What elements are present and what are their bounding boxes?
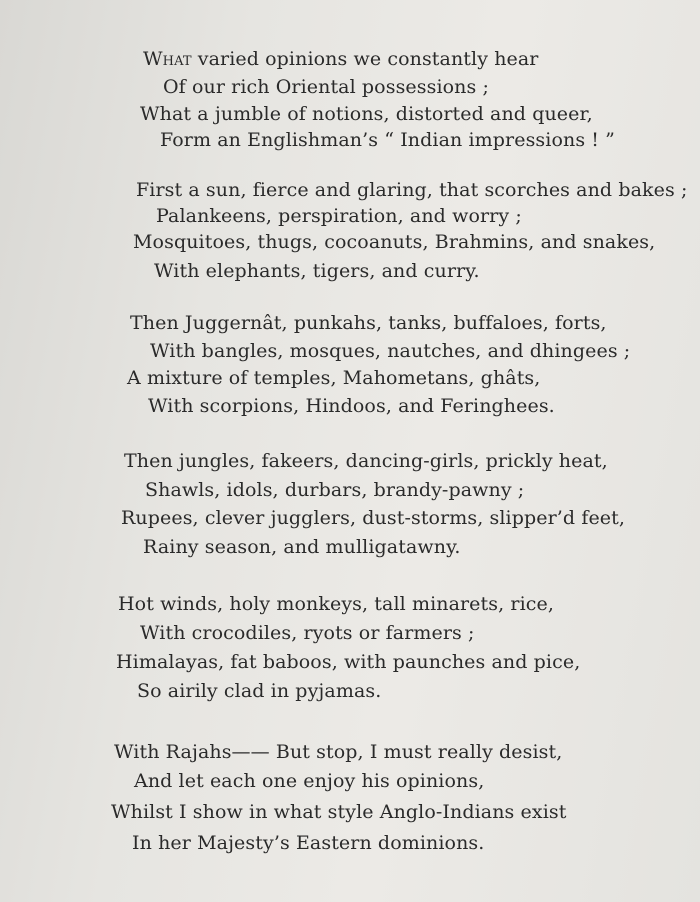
poem-line: Mosquitoes, thugs, cocoanuts, Brahmins, and snakes, (133, 231, 656, 253)
poem-line: Form an Englishman’s “ Indian impressions ! ” (160, 129, 615, 151)
poem-line: So airily clad in pyjamas. (137, 680, 382, 702)
poem-line: Shawls, idols, durbars, brandy-pawny ; (145, 479, 525, 501)
poem-line: Rainy season, and mulligatawny. (143, 536, 461, 558)
poem-line-rest: varied opinions we constantly hear (191, 48, 539, 70)
poem-line: What a jumble of notions, distorted and queer, (140, 103, 593, 125)
poem-line (143, 46, 538, 72)
poem-line: With scorpions, Hindoos, and Feringhees. (148, 395, 555, 417)
poem-line: First a sun, fierce and glaring, that scorches and bakes ; (136, 179, 688, 201)
poem-line: Then jungles, fakeers, dancing-girls, prickly heat, (124, 450, 608, 472)
poem-line: With crocodiles, ryots or farmers ; (140, 622, 475, 644)
poem-line: Himalayas, fat baboos, with paunches and pice, (116, 651, 581, 673)
poem-line: With elephants, tigers, and curry. (154, 260, 480, 282)
poem-line: Rupees, clever jugglers, dust-storms, slipper’d feet, (121, 507, 626, 529)
poem-line: With bangles, mosques, nautches, and dhingees ; (150, 340, 631, 362)
poem-line: Of our rich Oriental possessions ; (163, 76, 490, 98)
poem-line: Then Juggernât, punkahs, tanks, buffaloes, forts, (130, 312, 607, 334)
poem-line: And let each one enjoy his opinions, (134, 770, 485, 792)
poem-line: A mixture of temples, Mahometans, ghâts, (127, 367, 541, 389)
poem-line: Whilst I show in what style Anglo-Indians exist (111, 801, 567, 823)
poem-line: In her Majesty’s Eastern dominions. (132, 832, 485, 854)
poem-line: Palankeens, perspiration, and worry ; (156, 205, 522, 227)
poem-line-initial-word: What (143, 48, 192, 70)
poem-line: Hot winds, holy monkeys, tall minarets, rice, (118, 593, 554, 615)
poem-line: With Rajahs—— But stop, I must really desist, (114, 741, 563, 763)
